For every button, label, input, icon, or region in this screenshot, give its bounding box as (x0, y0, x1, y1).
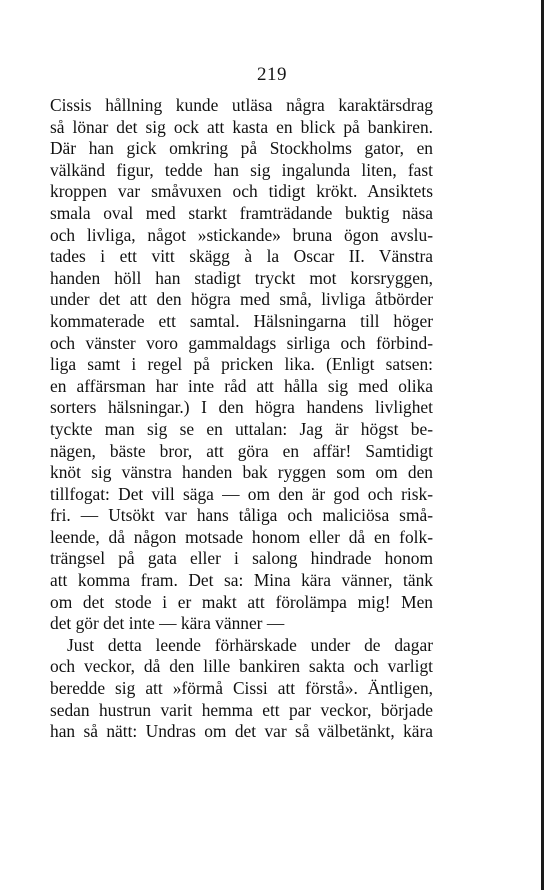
text-line: Cissis hållning kunde utläsa några karaktärsdrag (50, 95, 433, 115)
page-number: 219 (257, 64, 287, 85)
text-line: under det att den högra med små, livliga åtbörder (50, 289, 433, 310)
text-line: sorters hälsningar.) I den högra handens livlighet (50, 397, 433, 418)
text-line: och vänster voro gammaldags sirliga och förbind- (50, 332, 433, 353)
text-line: och livliga, något »stickande» bruna ögon avslu- (50, 224, 433, 245)
text-line: fri. — Utsökt var hans tåliga och maliciösa små- (50, 505, 433, 526)
text-line: beredde sig att »förmå Cissi att förstå». Äntligen, (50, 678, 433, 699)
text-line: det gör det inte — kära vänner — (50, 613, 285, 634)
text-line: leende, då någon motsade honom eller då en folk- (50, 526, 433, 547)
text-line: välkänd figur, tedde han sig ingalunda liten, fast (50, 159, 433, 180)
text-line: knöt sig vänstra handen bak ryggen som om den (50, 462, 433, 483)
text-line: tillfogat: Det vill säga — om den är god och risk- (50, 483, 433, 504)
text-line: smala oval med starkt framträdande buktig näsa (50, 202, 433, 223)
text-line: tades i ett vitt skägg à la Oscar II. Vänstra (50, 246, 433, 267)
text-line-paragraph-start: Just detta leende förhärskade under de dagar (67, 634, 433, 655)
text-line: handen höll han stadigt tryckt mot korsryggen, (50, 267, 433, 288)
body-text (50, 95, 433, 743)
text-line: om det stode i er makt att förolämpa mig! Men (50, 591, 433, 612)
text-line: tyckte man sig se en uttalan: Jag är högst be- (50, 418, 433, 439)
text-line: kroppen var småvuxen och tidigt krökt. Ansiktets (50, 181, 433, 202)
text-line: Där han gick omkring på Stockholms gator, en (50, 138, 433, 159)
text-line: sedan hustrun varit hemma ett par veckor, började (50, 699, 433, 720)
text-line: nägen, bäste bror, att göra en affär! Samtidigt (50, 440, 433, 461)
text-line: och veckor, då den lille bankiren sakta och varligt (50, 656, 433, 677)
text-line: kommaterade ett samtal. Hälsningarna till höger (50, 310, 433, 331)
text-line: han så nätt: Undras om det var så välbetänkt, kära (50, 721, 433, 742)
text-line: trängsel på gata eller i salong hindrade honom (50, 548, 433, 569)
text-line: liga samt i regel på pricken lika. (Enligt satsen: (50, 354, 433, 375)
text-line: att komma fram. Det sa: Mina kära vänner, tänk (50, 570, 433, 591)
text-line: så lönar det sig ock att kasta en blick på bankiren. (50, 116, 433, 137)
text-line: en affärsman har inte råd att hålla sig med olika (50, 375, 433, 396)
